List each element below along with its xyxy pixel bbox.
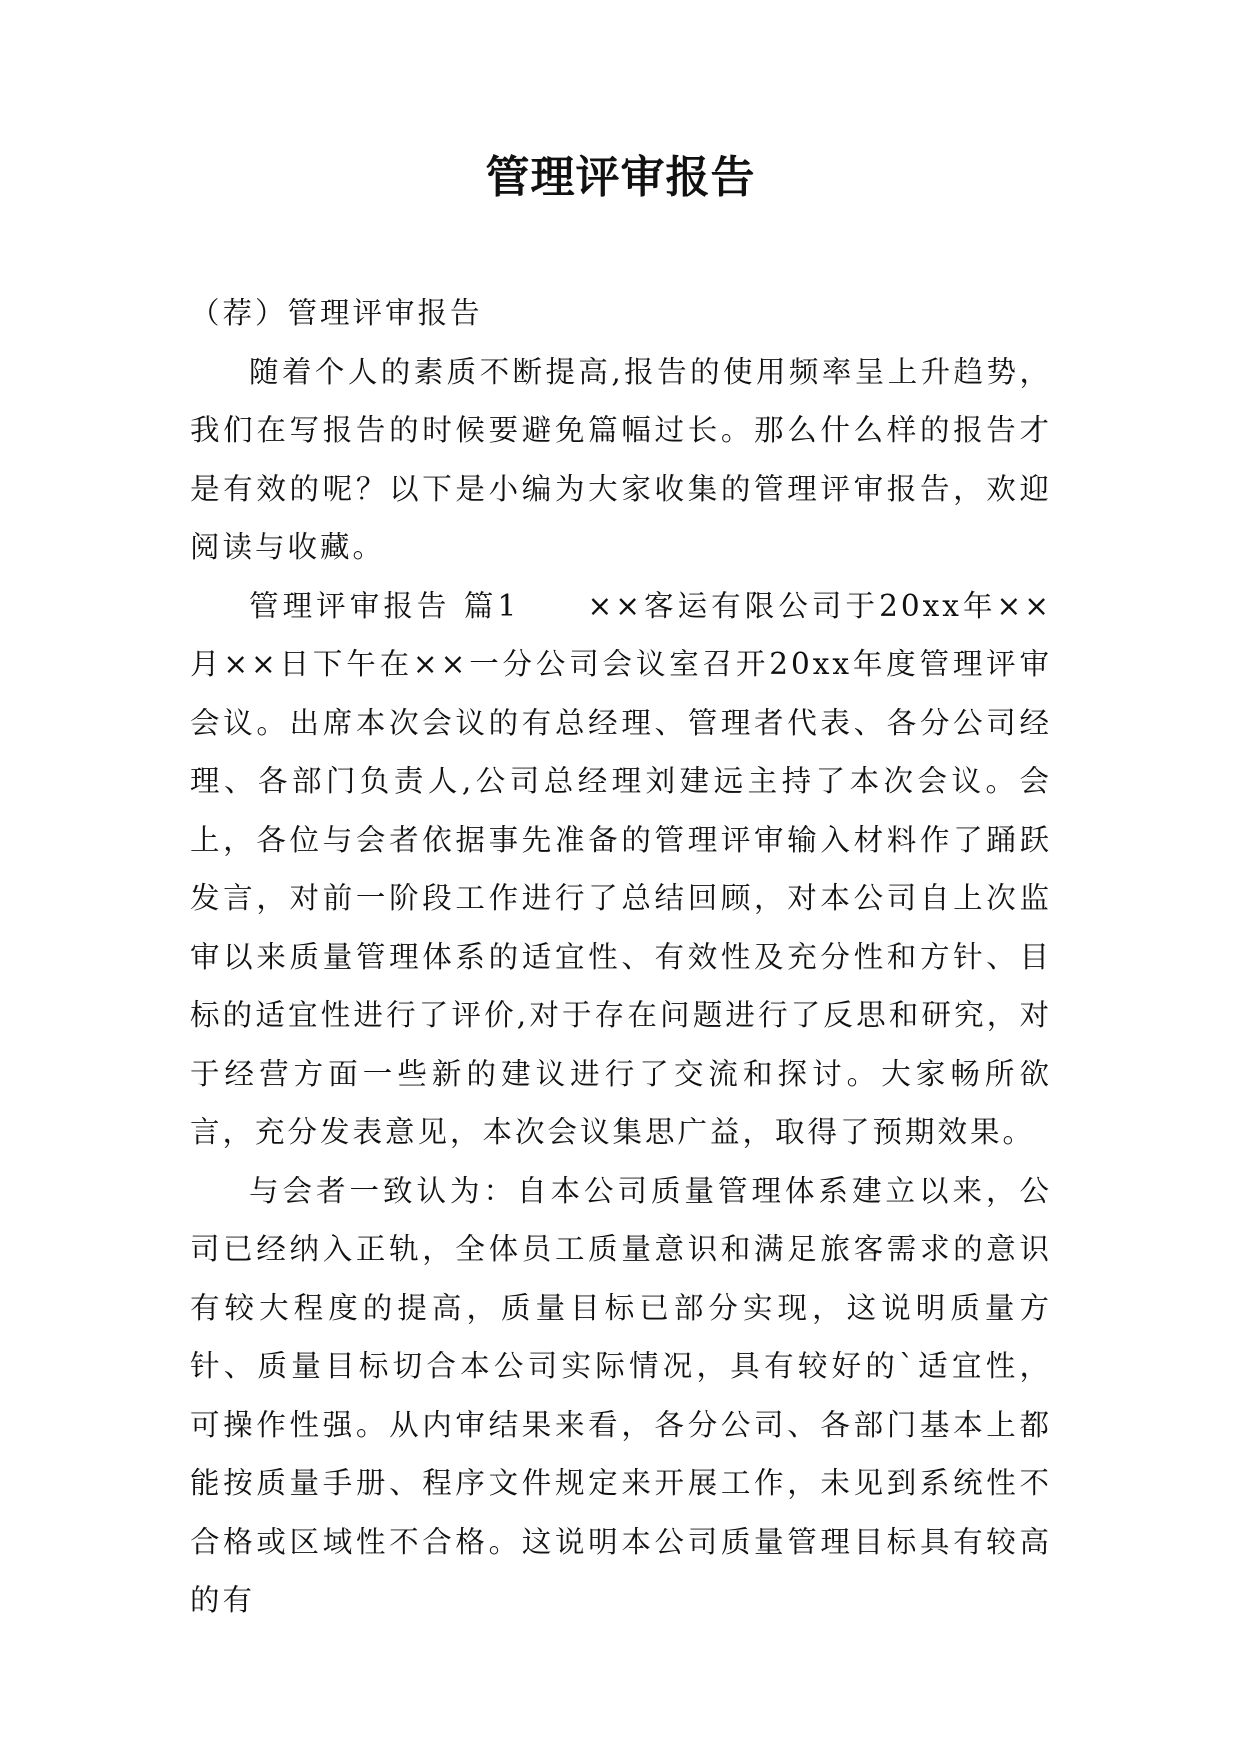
document-body [190, 284, 1052, 1630]
paragraph-intro: 随着个人的素质不断提高,报告的使用频率呈上升趋势，我们在写报告的时候要避免篇幅过长。那么什么样的报告才是有效的呢？以下是小编为大家收集的管理评审报告，欢迎阅读与收藏。 [190, 354, 1052, 564]
paragraph-meeting: 管理评审报告 篇1 ××客运有限公司于20xx年××月××日下午在××一分公司会议室召开20xx年度管理评审会议。出席本次会议的有总经理、管理者代表、各分公司经理、各部门负责人,公司总经理刘建远主持了本次会议。会上，各位与会者依据事先准备的管理评审输入材料作了踊跃发言，对前一阶段工作进行了总结回顾，对本公司自上次监审以来质量管理体系的适宜性、有效性及充分性和方针、目标的适宜性进行了评价,对于存在问题进行了反思和研究，对于经营方面一些新的建议进行了交流和探讨。大家畅所欲言，充分发表意见，本次会议集思广益，取得了预期效果。 [190, 588, 1052, 1149]
document-subtitle: （荐）管理评审报告 [190, 296, 483, 330]
paragraph-consensus: 与会者一致认为：自本公司质量管理体系建立以来，公司已经纳入正轨，全体员工质量意识和满足旅客需求的意识有较大程度的提高，质量目标已部分实现，这说明质量方针、质量目标切合本公司实际情况，具有较好的`适宜性，可操作性强。从内审结果来看，各分公司、各部门基本上都能按质量手册、程序文件规定来开展工作，未见到系统性不合格或区域性不合格。这说明本公司质量管理目标具有较高的有 [190, 1173, 1052, 1617]
document-title: 管理评审报告 [485, 152, 756, 203]
